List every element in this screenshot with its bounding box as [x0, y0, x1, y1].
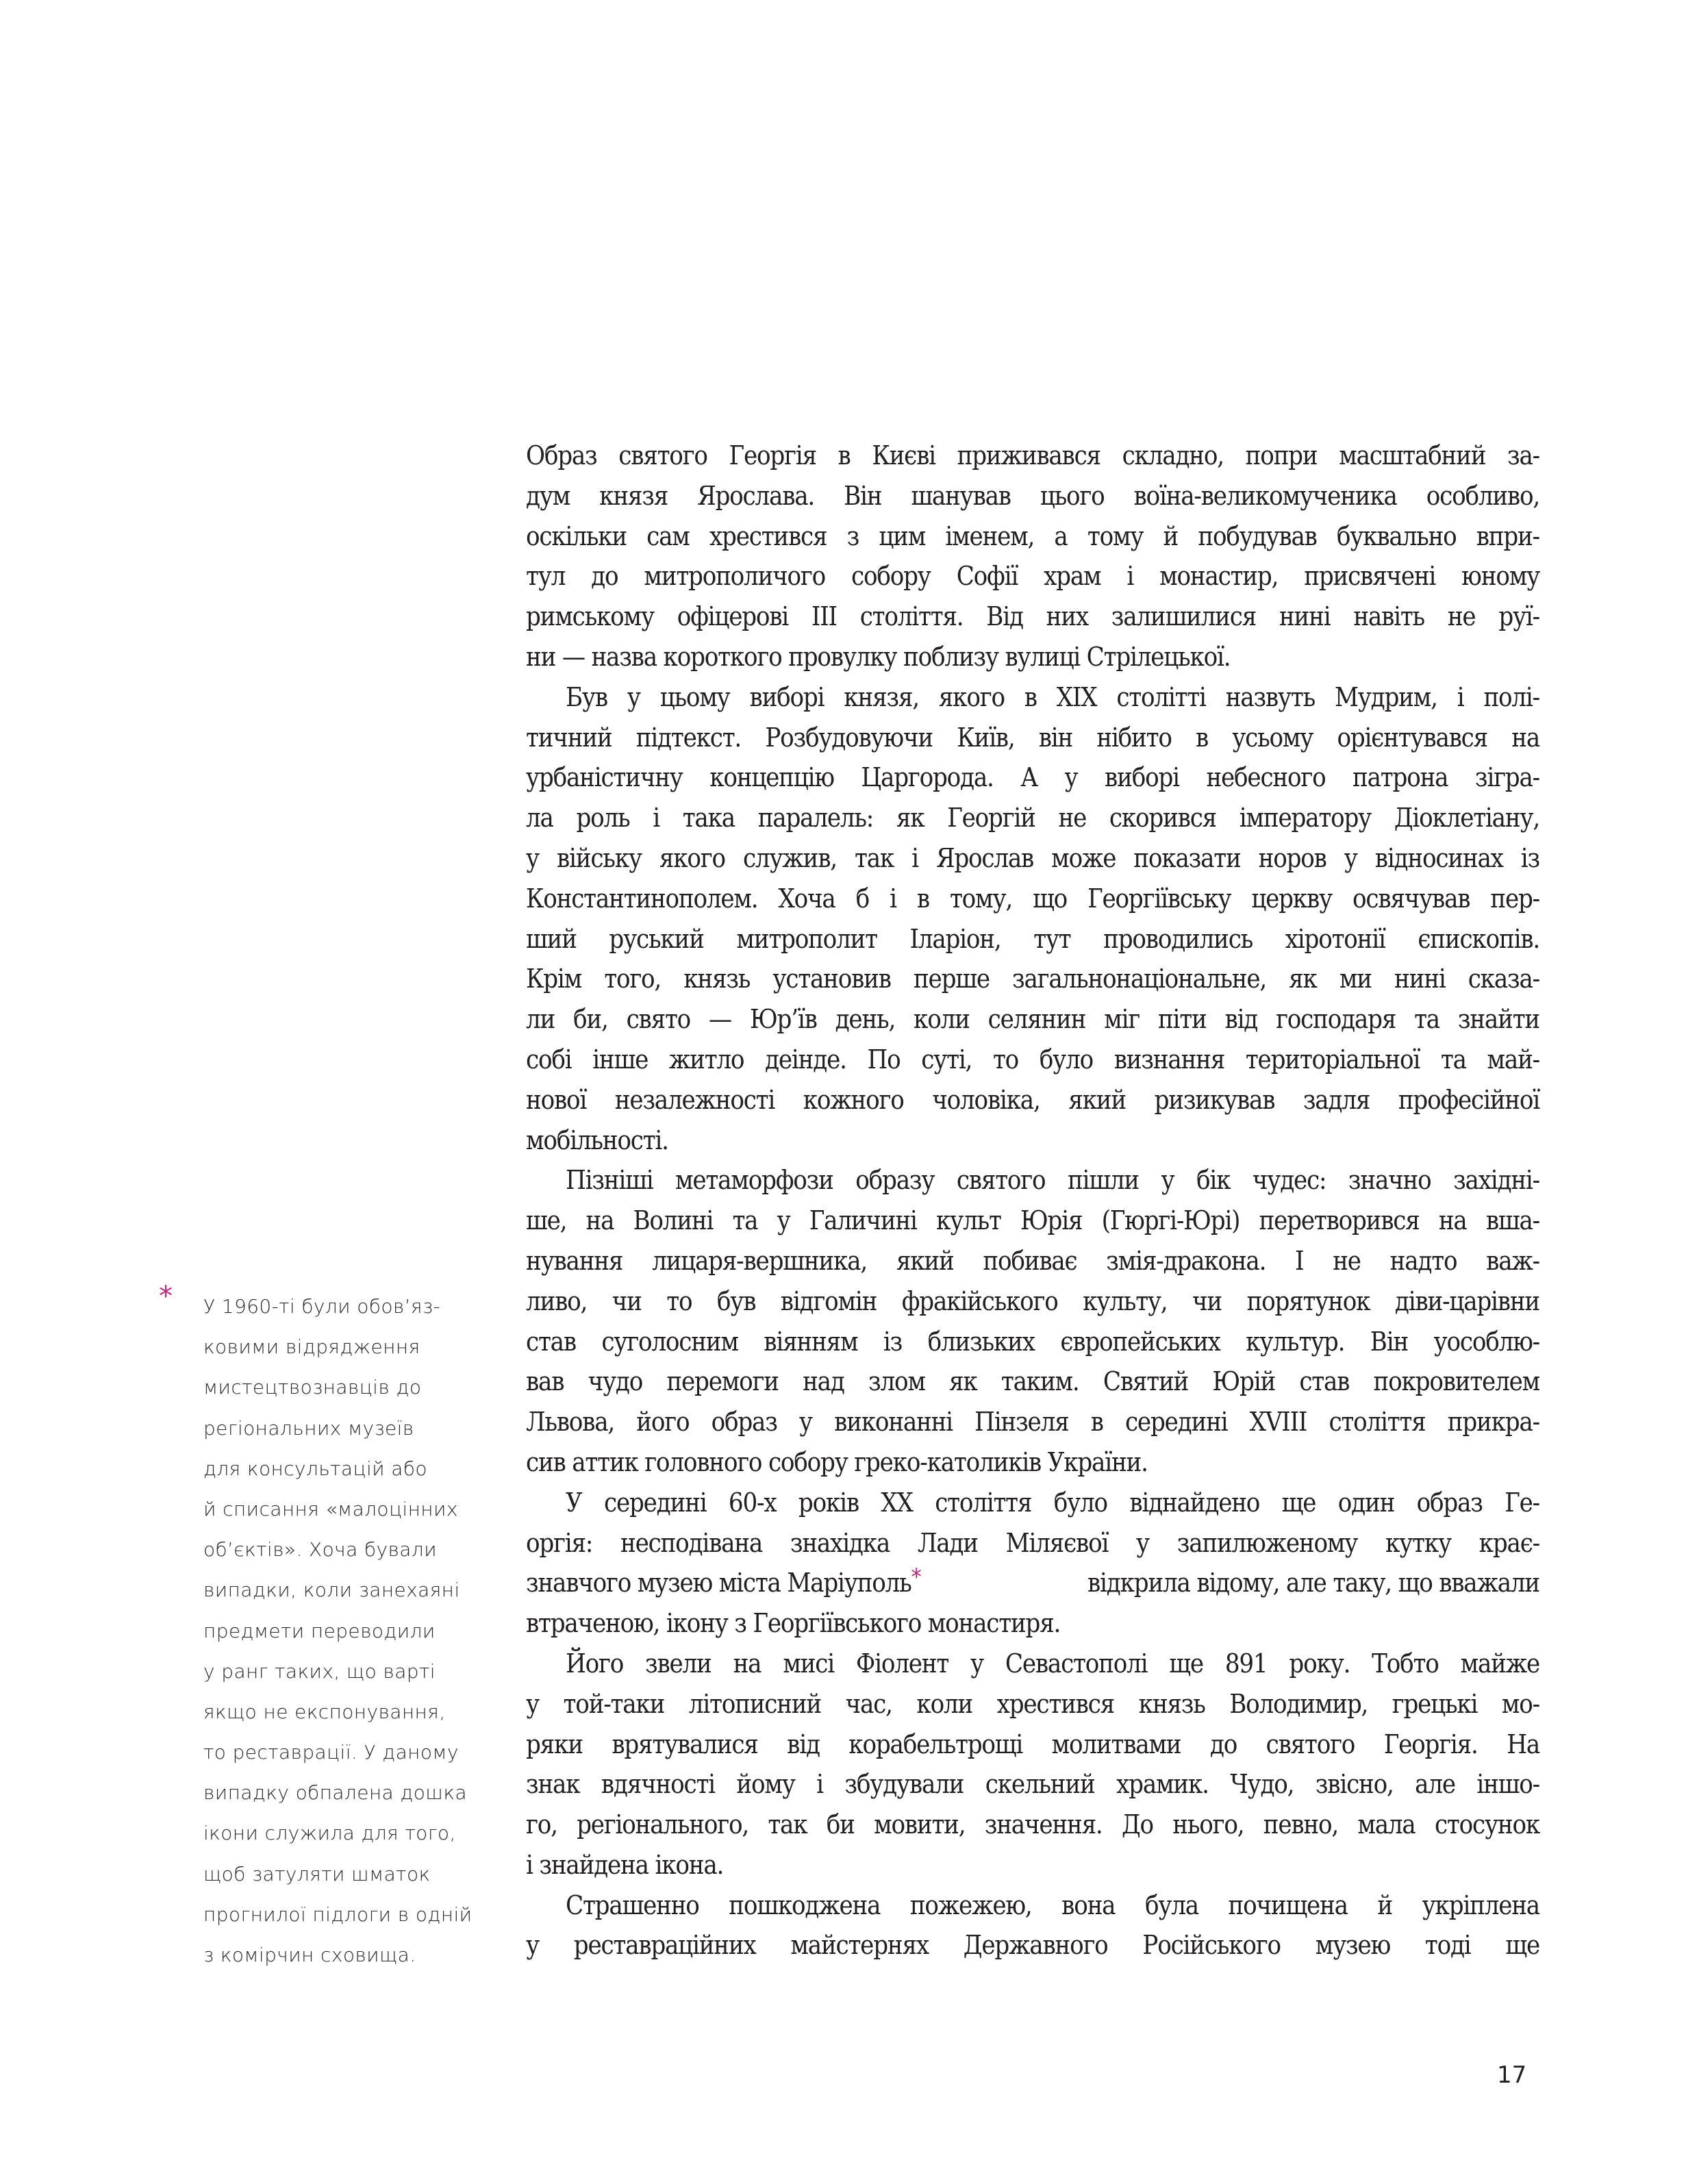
text-line: собі інше житло деінде. По суті, то було визнання територіальної та май- [526, 1044, 1539, 1075]
text-line: ла роль і така паралель: як Георгій не скорився імператору Діоклетіану, [526, 803, 1539, 833]
text-line: У середині 60-х років XX століття було віднайдено ще один образ Ге- [566, 1487, 1539, 1518]
text-line: дум князя Ярослава. Він шанував цього воїна-великомученика особливо, [526, 480, 1539, 511]
text-line: вав чудо перемоги над злом як таким. Святий Юрій став покровителем [526, 1366, 1539, 1397]
sidenote-line: якщо не експонування, [203, 1700, 446, 1723]
footnote-marker[interactable]: * [911, 1564, 921, 1592]
text-line: римському офіцерові III століття. Від них залишилися нині навіть не руї- [526, 601, 1539, 632]
text-fragment: знавчого музею міста Маріуполь* [526, 1564, 921, 1598]
sidenote-line: предмети переводили [203, 1619, 436, 1642]
text-line: Львова, його образ у виконанні Пінзеля в середині XVIII століття прикра- [526, 1407, 1539, 1438]
text-line: Був у цьому виборі князя, якого в XIX столітті назвуть Мудрим, і полі- [566, 681, 1539, 712]
text-line: Крім того, князь установив перше загальнонаціональне, як ми нині сказа- [526, 964, 1539, 994]
text-line: і знайдена ікона. [526, 1849, 724, 1880]
text-line: сив аттик головного собору греко-католиків України. [526, 1446, 1148, 1477]
text-line: ли би, свято — Юр’їв день, коли селянин міг піти від господаря та знайти [526, 1004, 1539, 1035]
text-line: урбаністичну концепцію Царгорода. А у виборі небесного патрона зігра- [526, 762, 1539, 793]
sidenote-line: мистецтвознавців до [203, 1376, 422, 1399]
text-line: ряки врятувалися від корабельтрощі молитвами до святого Георгія. На [526, 1729, 1539, 1759]
sidenote-line: випадки, коли занехаяні [203, 1579, 460, 1602]
text-line: ше, на Волині та у Галичині культ Юрія (Гюргі-Юрі) перетворився на вша- [526, 1205, 1539, 1236]
text-line: став суголосним віянням із близьких європейських культур. Він уособлю- [526, 1326, 1539, 1357]
sidenote-line: випадку обпалена дошка [203, 1781, 467, 1805]
text-line: Образ святого Георгія в Києві приживався складно, попри масштабний за- [526, 440, 1539, 470]
sidenote-line: й списання «малоцінних [203, 1497, 458, 1520]
sidenote [203, 1286, 491, 1975]
text-line: оргія: несподівана знахідка Лади Міляєвої у запилюженому кутку крає- [526, 1527, 1539, 1558]
text-line: го, регіонального, так би мовити, значення. До нього, певно, мала стосунок [526, 1809, 1539, 1840]
sidenote-line: регіональних музеїв [203, 1416, 414, 1440]
text-line: мобільності. [526, 1125, 668, 1155]
text-line: Його звели на мисі Фіолент у Севастополі ще 891 року. Тобто майже [566, 1648, 1539, 1679]
sidenote-line: для консультацій або [203, 1457, 427, 1480]
sidenote-line: У 1960-ті були обов’яз- [203, 1295, 441, 1318]
text-line: у той-таки літописний час, коли хрестився князь Володимир, грецькі мо- [526, 1688, 1539, 1719]
sidenote-line: прогнилої підлоги в одній [203, 1903, 473, 1926]
page-number: 17 [1497, 2061, 1527, 2089]
text-line: Пізніші метаморфози образу святого пішли у бік чудес: значно західні- [566, 1165, 1539, 1196]
sidenote-line: у ранг таких, що варті [203, 1659, 436, 1683]
main-body-text [526, 436, 1539, 1966]
text-line: Страшенно пошкоджена пожежею, вона була почищена й укріплена [566, 1890, 1539, 1920]
text-line: нової незалежності кожного чоловіка, який ризикував задля професійної [526, 1084, 1539, 1115]
sidenote-line: ковими відрядження [203, 1335, 420, 1359]
sidenote-line: щоб затуляти шматок [203, 1862, 431, 1885]
text-line: втраченою, ікону з Георгіївського монастиря. [526, 1608, 1061, 1639]
text-line: ший руський митрополит Іларіон, тут проводились хіротонії єпископів. [526, 923, 1539, 954]
text-line: тул до митрополичого собору Софії храм і монастир, присвячені юному [526, 561, 1539, 592]
sidenote-line: об’єктів». Хоча бували [203, 1538, 437, 1561]
text-line-with-footnote [526, 1563, 1539, 1603]
text-line: ни — назва короткого провулку поблизу вулиці Стрілецької. [526, 641, 1231, 672]
text-line: ливо, чи то був відгомін фракійського культу, чи порятунок діви-царівни [526, 1285, 1539, 1316]
sidenote-marker: * [159, 1281, 173, 1312]
text-line: у реставраційних майстернях Державного Російського музею тоді ще [526, 1930, 1539, 1961]
sidenote-line: то реставрації. У даному [203, 1741, 459, 1764]
text-fragment: відкрила відому, але таку, що вважали [1087, 1568, 1539, 1598]
text-line: тичний підтекст. Розбудовуючи Київ, він нібито в усьому орієнтувався на [526, 722, 1539, 753]
sidenote-line: ікони служила для того, [203, 1822, 456, 1845]
text-line: Константинополем. Хоча б і в тому, що Георгіївську церкву освячував пер- [526, 883, 1539, 914]
text-line: знак вдячності йому і збудували скельний храмик. Чудо, звісно, але іншо- [526, 1769, 1539, 1800]
text-line: нування лицаря-вершника, який побиває змія-дракона. І не надто важ- [526, 1245, 1539, 1276]
sidenote-line: з комірчин сховища. [203, 1944, 416, 1966]
text-line: у війську якого служив, так і Ярослав може показати норов у відносинах із [526, 842, 1539, 873]
text-line: оскільки сам хрестився з цим іменем, а тому й побудував буквально впри- [526, 520, 1539, 551]
